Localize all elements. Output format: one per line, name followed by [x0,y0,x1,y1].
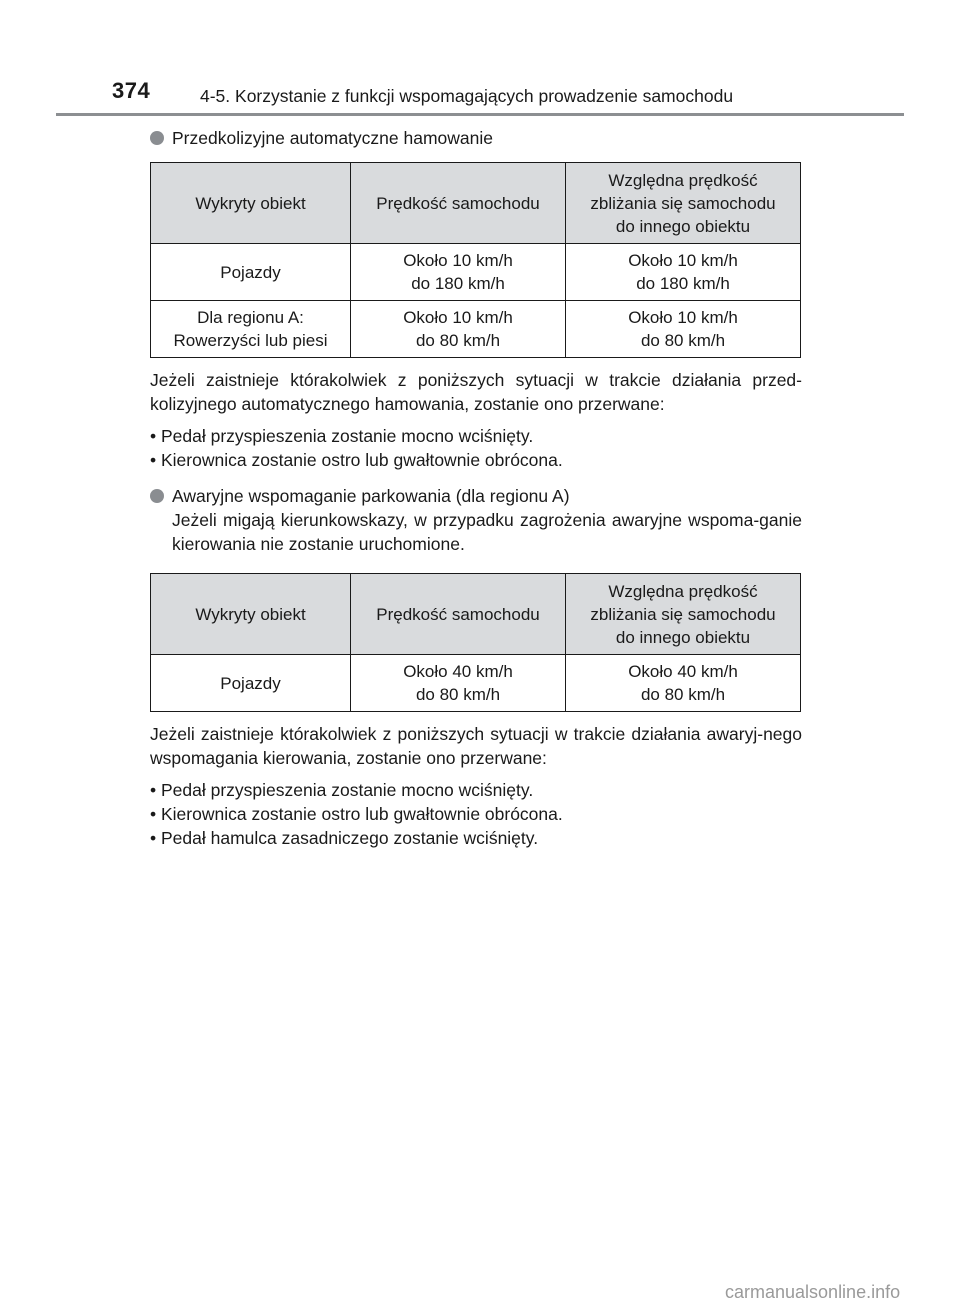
header-text: Prędkość samochodu [376,193,540,213]
header-vehicle-speed [351,574,566,655]
table-cell [566,655,801,712]
section-heading-emergency-steering [150,484,802,556]
interrupt-list-pcs [150,424,802,472]
table-row [151,655,801,712]
header-detected-object [151,163,351,244]
interrupt-paragraph-pcs: Jeżeli zaistnieje którakolwiek z poniższych sytuacji w trakcie działania przed-kolizyjnego automatycznego hamowania, zostanie ono przerwane: [150,370,802,414]
cell-text: Około 10 km/h do 180 km/h [403,251,513,293]
interrupt-list-emergency-steering [150,778,802,850]
table-cell [351,244,566,301]
section-subtext: Jeżeli migają kierunkowskazy, w przypadku zagrożenia awaryjne wspoma-ganie kierowania nie zostanie uruchomione. [172,510,802,554]
header-text: Prędkość samochodu [376,604,540,624]
header-divider [56,113,904,116]
section-title: 4-5. Korzystanie z funkcji wspomagających prowadzenie samochodu [200,86,734,106]
cell-text: Około 10 km/h do 80 km/h [403,308,513,350]
table-cell [566,244,801,301]
header-text: Wykryty obiekt [195,193,306,213]
list-item: • Kierownica zostanie ostro lub gwałtownie obrócona. [150,450,563,470]
speed-table-emergency-steering [150,573,801,712]
table-cell [151,244,351,301]
page-number: 374 [112,78,151,103]
table-cell [151,301,351,358]
table-cell [566,301,801,358]
header-relative-speed [566,574,801,655]
bullet-dot-icon [150,131,164,145]
page-header [0,0,960,118]
bullet-dot-icon [150,489,164,503]
header-text: Względna prędkość zbliżania się samochodu do innego obiektu [590,581,776,647]
cell-text: Około 10 km/h do 80 km/h [628,308,738,350]
cell-text: Około 40 km/h do 80 km/h [403,662,513,704]
table-cell [351,655,566,712]
list-item: • Pedał hamulca zasadniczego zostanie wciśnięty. [150,828,539,848]
section-heading-text: Awaryjne wspomaganie parkowania (dla regionu A) [172,486,570,506]
list-item: • Pedał przyspieszenia zostanie mocno wciśnięty. [150,426,534,446]
list-item: • Pedał przyspieszenia zostanie mocno wciśnięty. [150,780,534,800]
list-item: • Kierownica zostanie ostro lub gwałtownie obrócona. [150,804,563,824]
cell-text: Pojazdy [220,673,281,693]
header-relative-speed [566,163,801,244]
table-row [151,244,801,301]
page-content [150,126,802,850]
watermark-text: carmanualsonline.info [725,1282,901,1302]
speed-table-pcs [150,162,801,358]
table-cell [351,301,566,358]
cell-text: Około 10 km/h do 180 km/h [628,251,738,293]
table-cell [151,655,351,712]
cell-text: Około 40 km/h do 80 km/h [628,662,738,704]
cell-text: Dla regionu A: Rowerzyści lub piesi [173,308,328,350]
header-text: Wykryty obiekt [195,604,306,624]
header-text: Względna prędkość zbliżania się samochodu do innego obiektu [590,170,776,236]
section-heading-text: Przedkolizyjne automatyczne hamowanie [172,128,493,148]
table-row [151,301,801,358]
header-detected-object [151,574,351,655]
table-header-row [151,163,801,244]
section-heading-pcs [150,126,802,150]
header-vehicle-speed [351,163,566,244]
cell-text: Pojazdy [220,262,281,282]
interrupt-paragraph-emergency-steering: Jeżeli zaistnieje którakolwiek z poniższych sytuacji w trakcie działania awaryj-nego wspomagania kierowania, zostanie ono przerwane: [150,724,802,768]
table-header-row [151,574,801,655]
